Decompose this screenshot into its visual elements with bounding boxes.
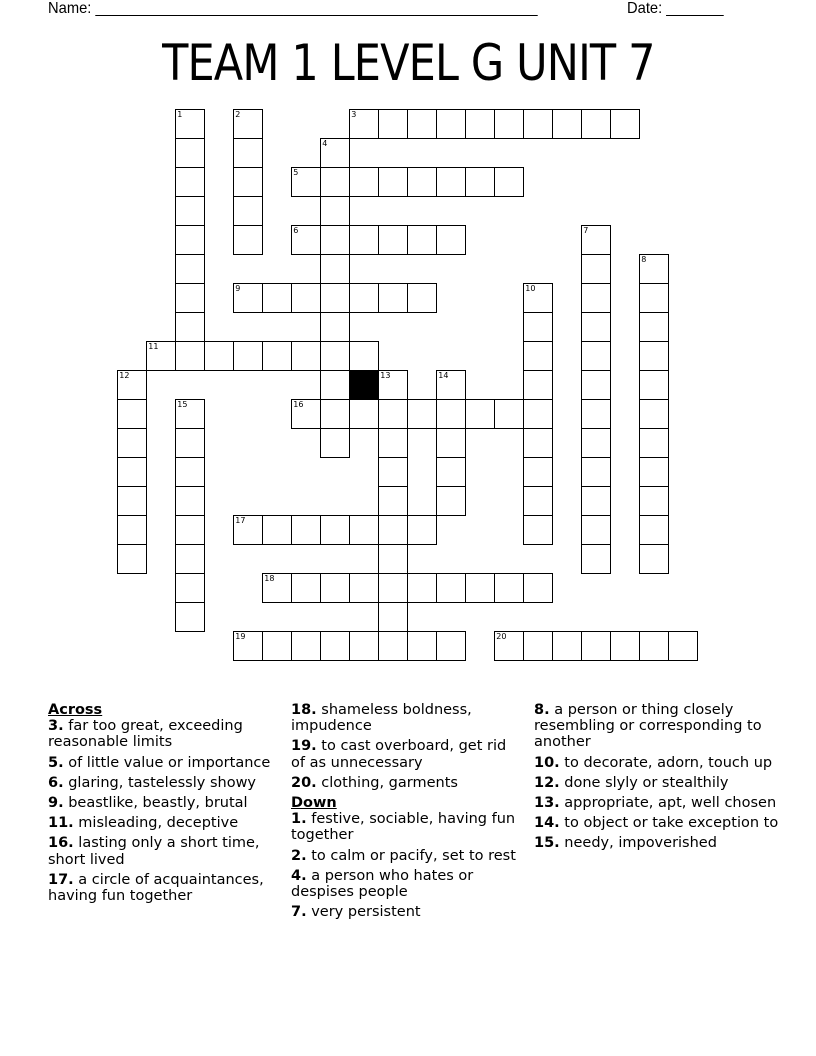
clue-number: 11 <box>148 342 159 352</box>
grid-cell[interactable] <box>523 428 553 458</box>
grid-cell[interactable] <box>465 399 495 429</box>
grid-cell[interactable] <box>494 573 524 603</box>
grid-cell[interactable] <box>175 109 205 139</box>
clue-item-text: beastlike, beastly, brutal <box>68 795 248 812</box>
grid-cell[interactable] <box>581 544 611 574</box>
grid-cell[interactable] <box>233 167 263 197</box>
grid-cell[interactable] <box>146 341 176 371</box>
grid-cell[interactable] <box>378 631 408 661</box>
clue-number: 14 <box>438 371 449 381</box>
clue-item-text: appropriate, apt, well chosen <box>564 795 777 812</box>
clue-item <box>48 835 280 867</box>
grid-cell[interactable] <box>320 196 350 226</box>
clue-number: 5 <box>293 168 299 178</box>
grid-cell[interactable] <box>175 486 205 516</box>
grid-cell[interactable] <box>639 486 669 516</box>
clue-number: 19 <box>235 632 246 642</box>
clue-number: 6 <box>293 226 299 236</box>
clue-item-text: shameless boldness, impudence <box>291 702 472 735</box>
clue-item-number: 8. <box>534 702 550 718</box>
grid-cell[interactable] <box>262 573 292 603</box>
clue-item <box>291 738 521 770</box>
grid-cell[interactable] <box>523 283 553 313</box>
grid-cell[interactable] <box>175 544 205 574</box>
grid-cell[interactable] <box>117 486 147 516</box>
grid-cell[interactable] <box>639 544 669 574</box>
grid-cell[interactable] <box>320 312 350 342</box>
grid-cell[interactable] <box>320 573 350 603</box>
grid-cell[interactable] <box>378 544 408 574</box>
grid-cell[interactable] <box>378 602 408 632</box>
clue-number: 18 <box>264 574 275 584</box>
grid-cell[interactable] <box>175 573 205 603</box>
clues-column-3 <box>534 702 779 856</box>
grid-cell[interactable] <box>349 515 379 545</box>
grid-cell[interactable] <box>581 457 611 487</box>
grid-cell[interactable] <box>581 486 611 516</box>
clue-number: 2 <box>235 110 241 120</box>
clue-item-text: far too great, exceeding reasonable limits <box>48 718 243 751</box>
grid-cell[interactable] <box>494 631 524 661</box>
clue-item-text: to decorate, adorn, touch up <box>564 754 773 771</box>
clue-item-number: 17. <box>48 871 74 888</box>
name-label: Name: <box>48 0 92 17</box>
clue-number: 7 <box>583 226 589 236</box>
clue-item <box>48 872 280 904</box>
grid-cell[interactable] <box>639 631 669 661</box>
grid-cell[interactable] <box>639 254 669 284</box>
grid-cell[interactable] <box>291 341 321 371</box>
clue-item <box>534 702 779 751</box>
clue-item-number: 11. <box>48 815 74 832</box>
grid-cell[interactable] <box>436 457 466 487</box>
grid-cell[interactable] <box>349 109 379 139</box>
grid-cell[interactable] <box>668 631 698 661</box>
grid-cell[interactable] <box>581 225 611 255</box>
clue-item-text: done slyly or stealthily <box>564 774 729 791</box>
grid-cell[interactable] <box>117 515 147 545</box>
grid-cell[interactable] <box>639 457 669 487</box>
grid-cell[interactable] <box>117 370 147 400</box>
clue-item-text: glaring, tastelessly showy <box>68 774 257 791</box>
clue-number: 1 <box>177 110 183 120</box>
grid-cell[interactable] <box>320 254 350 284</box>
grid-cell[interactable] <box>349 573 379 603</box>
grid-cell[interactable] <box>523 457 553 487</box>
clue-item-number: 1. <box>291 811 307 828</box>
grid-cell[interactable] <box>378 167 408 197</box>
clue-item <box>291 904 521 920</box>
clue-item <box>291 848 521 864</box>
grid-cell[interactable] <box>175 457 205 487</box>
grid-cell[interactable] <box>436 225 466 255</box>
grid-cell[interactable] <box>494 167 524 197</box>
grid-cell[interactable] <box>407 631 437 661</box>
clue-number: 13 <box>380 371 391 381</box>
grid-cell[interactable] <box>262 515 292 545</box>
clue-item <box>534 795 779 811</box>
grid-cell[interactable] <box>291 573 321 603</box>
grid-cell[interactable] <box>436 370 466 400</box>
grid-cell[interactable] <box>407 399 437 429</box>
clue-item-number: 5. <box>48 754 64 771</box>
grid-cell[interactable] <box>320 428 350 458</box>
grid-cell[interactable] <box>378 109 408 139</box>
grid-cell[interactable] <box>523 631 553 661</box>
grid-cell[interactable] <box>523 515 553 545</box>
grid-cell[interactable] <box>436 573 466 603</box>
clue-item-number: 16. <box>48 835 74 852</box>
grid-cell[interactable] <box>320 167 350 197</box>
grid-cell[interactable] <box>378 399 408 429</box>
clue-number: 17 <box>235 516 246 526</box>
clue-item-text: a circle of acquaintances, having fun together <box>48 871 264 905</box>
grid-cell[interactable] <box>494 109 524 139</box>
grid-cell[interactable] <box>639 399 669 429</box>
grid-cell[interactable] <box>407 167 437 197</box>
clue-item-number: 6. <box>48 774 64 791</box>
grid-cell[interactable] <box>552 109 582 139</box>
grid-cell[interactable] <box>349 283 379 313</box>
name-line[interactable]: ______________________________________________________ <box>95 0 538 17</box>
clue-item-text: of little value or importance <box>68 754 271 771</box>
grid-cell[interactable] <box>436 109 466 139</box>
clue-item <box>48 815 280 831</box>
clue-item-text: to object or take exception to <box>564 815 779 832</box>
clue-item <box>534 815 779 831</box>
grid-cell[interactable] <box>465 167 495 197</box>
clue-item-text: needy, impoverished <box>564 835 717 852</box>
clues-column-1 <box>48 702 280 908</box>
down-heading: Down <box>291 795 337 812</box>
grid-cell[interactable] <box>262 631 292 661</box>
clue-item-text: a person or thing closely resembling or corresponding to another <box>534 702 762 751</box>
clue-item-number: 12. <box>534 774 560 791</box>
grid-cell[interactable] <box>639 515 669 545</box>
grid-cell[interactable] <box>349 631 379 661</box>
grid-cell[interactable] <box>291 631 321 661</box>
black-cell <box>349 370 379 400</box>
clue-item <box>534 835 779 851</box>
grid-cell[interactable] <box>378 225 408 255</box>
grid-cell[interactable] <box>407 515 437 545</box>
grid-cell[interactable] <box>320 515 350 545</box>
grid-cell[interactable] <box>407 283 437 313</box>
grid-cell[interactable] <box>175 225 205 255</box>
clue-number: 10 <box>525 284 536 294</box>
clue-item-number: 10. <box>534 754 560 771</box>
across-heading: Across <box>48 702 103 718</box>
grid-cell[interactable] <box>436 428 466 458</box>
grid-cell[interactable] <box>581 631 611 661</box>
grid-cell[interactable] <box>378 283 408 313</box>
clue-item-number: 15. <box>534 835 560 852</box>
grid-cell[interactable] <box>523 573 553 603</box>
grid-cell[interactable] <box>436 631 466 661</box>
clues-column-2 <box>291 702 521 924</box>
grid-cell[interactable] <box>204 341 234 371</box>
grid-cell[interactable] <box>175 283 205 313</box>
grid-cell[interactable] <box>436 486 466 516</box>
grid-cell[interactable] <box>523 312 553 342</box>
clue-number: 8 <box>641 255 647 265</box>
grid-cell[interactable] <box>320 341 350 371</box>
grid-cell[interactable] <box>610 631 640 661</box>
page-title-text: TEAM 1 LEVEL G UNIT 7 <box>161 34 655 92</box>
clue-item <box>534 775 779 791</box>
grid-cell[interactable] <box>291 283 321 313</box>
grid-cell[interactable] <box>407 573 437 603</box>
grid-cell[interactable] <box>407 109 437 139</box>
grid-cell[interactable] <box>233 341 263 371</box>
grid-cell[interactable] <box>639 428 669 458</box>
grid-cell[interactable] <box>320 399 350 429</box>
clue-item-text: festive, sociable, having fun together <box>291 811 516 844</box>
grid-cell[interactable] <box>378 515 408 545</box>
grid-cell[interactable] <box>320 225 350 255</box>
grid-cell[interactable] <box>349 225 379 255</box>
grid-cell[interactable] <box>262 283 292 313</box>
grid-cell[interactable] <box>639 312 669 342</box>
grid-cell[interactable] <box>291 225 321 255</box>
grid-cell[interactable] <box>581 428 611 458</box>
date-line[interactable]: _______ <box>666 0 724 17</box>
clue-item-number: 4. <box>291 867 307 884</box>
grid-cell[interactable] <box>117 399 147 429</box>
grid-cell[interactable] <box>465 573 495 603</box>
grid-cell[interactable] <box>320 631 350 661</box>
clue-item <box>48 755 280 771</box>
grid-cell[interactable] <box>639 283 669 313</box>
grid-cell[interactable] <box>581 515 611 545</box>
grid-cell[interactable] <box>320 370 350 400</box>
grid-cell[interactable] <box>523 399 553 429</box>
grid-cell[interactable] <box>233 138 263 168</box>
grid-cell[interactable] <box>233 109 263 139</box>
grid-cell[interactable] <box>291 515 321 545</box>
grid-cell[interactable] <box>581 283 611 313</box>
clue-number: 4 <box>322 139 328 149</box>
clue-item <box>291 702 521 734</box>
grid-cell[interactable] <box>175 167 205 197</box>
grid-cell[interactable] <box>233 631 263 661</box>
grid-cell[interactable] <box>175 196 205 226</box>
grid-cell[interactable] <box>291 399 321 429</box>
grid-cell[interactable] <box>639 370 669 400</box>
clue-item <box>291 775 521 791</box>
grid-cell[interactable] <box>610 109 640 139</box>
grid-cell[interactable] <box>378 573 408 603</box>
clue-item-number: 19. <box>291 738 317 755</box>
grid-cell[interactable] <box>581 312 611 342</box>
clue-item-text: very persistent <box>311 904 421 921</box>
clue-number: 16 <box>293 400 304 410</box>
grid-cell[interactable] <box>581 399 611 429</box>
clue-number: 12 <box>119 371 130 381</box>
grid-cell[interactable] <box>175 602 205 632</box>
clue-number: 15 <box>177 400 188 410</box>
grid-cell[interactable] <box>523 109 553 139</box>
clue-item-text: clothing, garments <box>321 774 458 791</box>
grid-cell[interactable] <box>581 254 611 284</box>
grid-cell[interactable] <box>639 341 669 371</box>
clue-item-number: 18. <box>291 702 317 718</box>
grid-cell[interactable] <box>117 457 147 487</box>
grid-cell[interactable] <box>262 341 292 371</box>
grid-cell[interactable] <box>117 428 147 458</box>
grid-cell[interactable] <box>378 370 408 400</box>
grid-cell[interactable] <box>581 109 611 139</box>
grid-cell[interactable] <box>407 225 437 255</box>
clue-item-text: misleading, deceptive <box>78 815 239 832</box>
grid-cell[interactable] <box>436 399 466 429</box>
grid-cell[interactable] <box>523 486 553 516</box>
grid-cell[interactable] <box>494 399 524 429</box>
grid-cell[interactable] <box>233 225 263 255</box>
grid-cell[interactable] <box>291 167 321 197</box>
grid-cell[interactable] <box>175 399 205 429</box>
clue-item <box>534 755 779 771</box>
grid-cell[interactable] <box>436 167 466 197</box>
grid-cell[interactable] <box>378 428 408 458</box>
grid-cell[interactable] <box>552 631 582 661</box>
date-label: Date: <box>627 0 663 17</box>
grid-cell[interactable] <box>175 138 205 168</box>
grid-cell[interactable] <box>378 457 408 487</box>
clue-item <box>48 718 280 750</box>
grid-cell[interactable] <box>320 138 350 168</box>
grid-cell[interactable] <box>233 515 263 545</box>
clue-item-number: 13. <box>534 795 560 812</box>
clue-number: 9 <box>235 284 241 294</box>
clue-item <box>48 775 280 791</box>
grid-cell[interactable] <box>175 428 205 458</box>
clue-item <box>48 795 280 811</box>
grid-cell[interactable] <box>175 341 205 371</box>
grid-cell[interactable] <box>349 167 379 197</box>
grid-cell[interactable] <box>378 486 408 516</box>
grid-cell[interactable] <box>175 312 205 342</box>
clue-number: 3 <box>351 110 357 120</box>
clue-item-text: a person who hates or despises people <box>291 867 474 901</box>
grid-cell[interactable] <box>465 109 495 139</box>
clue-item-text: to cast overboard, get rid of as unnecessary <box>291 738 507 771</box>
clue-number: 20 <box>496 632 507 642</box>
grid-cell[interactable] <box>581 341 611 371</box>
clue-item-text: lasting only a short time, short lived <box>48 835 260 868</box>
clue-item-number: 14. <box>534 815 560 832</box>
clue-item-number: 3. <box>48 718 64 735</box>
grid-cell[interactable] <box>581 370 611 400</box>
grid-cell[interactable] <box>233 196 263 226</box>
clue-item <box>291 811 521 843</box>
clue-item-number: 2. <box>291 847 307 864</box>
clue-item <box>291 868 521 900</box>
grid-cell[interactable] <box>320 283 350 313</box>
grid-cell[interactable] <box>233 283 263 313</box>
grid-cell[interactable] <box>117 544 147 574</box>
grid-cell[interactable] <box>349 341 379 371</box>
grid-cell[interactable] <box>175 515 205 545</box>
clue-item-text: to calm or pacify, set to rest <box>311 847 516 864</box>
grid-cell[interactable] <box>523 341 553 371</box>
grid-cell[interactable] <box>523 370 553 400</box>
clue-item-number: 9. <box>48 795 64 812</box>
clue-item-number: 7. <box>291 904 307 921</box>
clue-item-number: 20. <box>291 774 317 791</box>
grid-cell[interactable] <box>349 399 379 429</box>
grid-cell[interactable] <box>175 254 205 284</box>
